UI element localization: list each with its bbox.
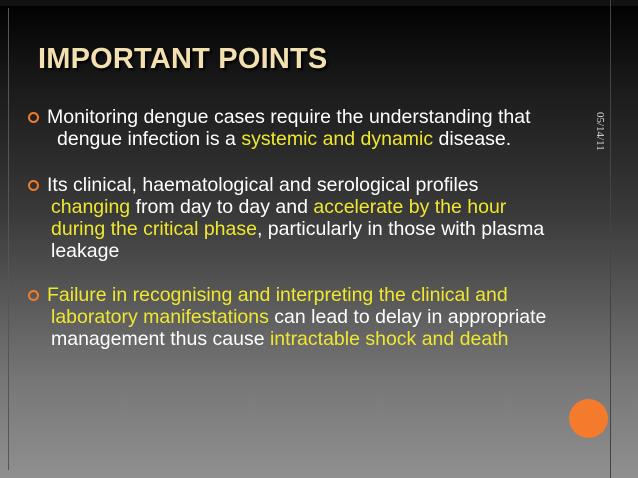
- bullet-2-highlight-3: during the critical phase: [51, 218, 257, 240]
- left-border-line: [8, 8, 9, 470]
- bullet-1-line-1: Monitoring dengue cases require the understanding that: [47, 106, 531, 128]
- slide-title: IMPORTANT POINTS: [38, 43, 328, 75]
- bullet-3-text: [47, 284, 607, 350]
- bullet-1-highlight: systemic and dynamic: [241, 128, 434, 150]
- bullet-marker-icon: [28, 290, 39, 301]
- bullet-2-line-3-end: , particularly in those with plasma: [256, 218, 545, 240]
- bullet-marker-icon: [28, 112, 39, 123]
- bullet-3-highlight-3: intractable shock and death: [269, 328, 509, 350]
- bullet-2-line-2-mid: from day to day and: [130, 196, 314, 218]
- bullet-3-highlight-2: laboratory manifestations: [51, 306, 269, 328]
- bullet-2-line-1: Its clinical, haematological and serological profiles: [47, 174, 479, 196]
- bullet-3-line-3-start: management thus cause: [51, 328, 270, 350]
- bullet-1-text: [47, 106, 607, 150]
- right-divider-line: [610, 0, 611, 478]
- bullet-2-highlight-1: changing: [51, 196, 131, 218]
- orange-circle-decoration: [569, 399, 608, 438]
- bullet-1-line-2-end: disease.: [433, 128, 512, 150]
- bullet-2-highlight-2: accelerate by the hour: [313, 196, 507, 218]
- bullet-2-text: [47, 174, 607, 262]
- top-strip: [0, 0, 638, 6]
- bullet-3-line-2-end: can lead to delay in appropriate: [268, 306, 547, 328]
- bullet-2-line-4: leakage: [51, 240, 120, 262]
- bullet-1-line-2-start: dengue infection is a: [57, 128, 242, 150]
- bullet-marker-icon: [28, 180, 39, 191]
- slide-date: 05/14/11: [594, 112, 606, 151]
- bullet-3-highlight-1: Failure in recognising and interpreting the clinical and: [47, 284, 508, 306]
